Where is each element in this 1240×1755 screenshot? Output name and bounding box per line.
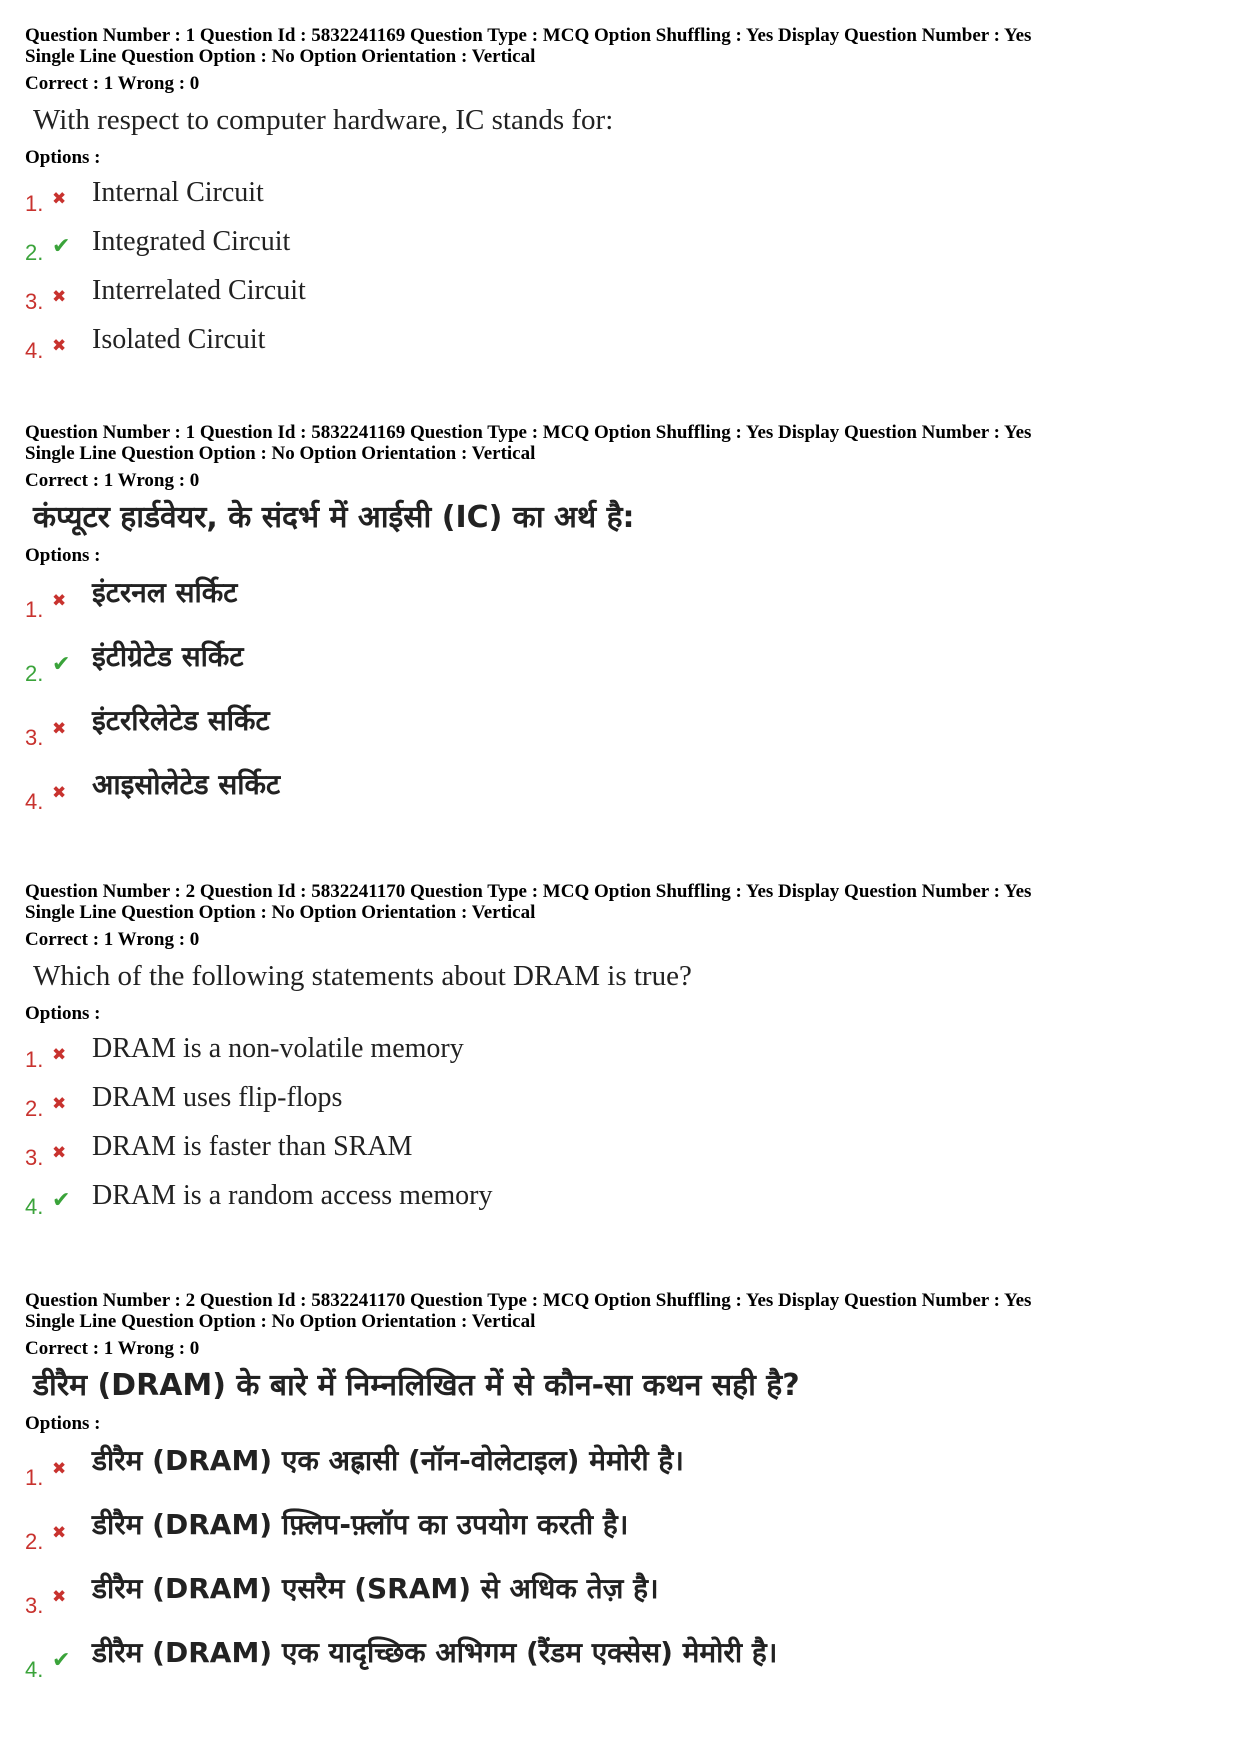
check-icon: ✔ bbox=[52, 652, 71, 677]
options-list bbox=[25, 177, 1220, 373]
option-item bbox=[25, 635, 1220, 699]
check-icon: ✔ bbox=[52, 1648, 71, 1673]
option-number: 4. bbox=[25, 1194, 44, 1219]
question-text: कंप्यूटर हार्डवेयर, के संदर्भ में आईसी (IC) का अर्थ है: bbox=[33, 500, 635, 535]
options-label: Options : bbox=[25, 545, 101, 566]
option-number: 1. bbox=[25, 1047, 44, 1072]
option-text: आइसोलेटेड सर्किट bbox=[92, 768, 281, 801]
option-text: इंटीग्रेटेड सर्किट bbox=[92, 640, 244, 673]
option-number: 4. bbox=[25, 338, 44, 363]
option-item bbox=[25, 177, 1220, 226]
option-item bbox=[25, 1503, 1220, 1567]
option-number: 3. bbox=[25, 289, 44, 314]
question-block bbox=[25, 881, 1220, 1229]
option-text: Integrated Circuit bbox=[92, 226, 291, 257]
check-icon: ✔ bbox=[52, 234, 71, 259]
marks-line: Correct : 1 Wrong : 0 bbox=[25, 470, 200, 491]
question-block bbox=[25, 25, 1220, 373]
options-label: Options : bbox=[25, 147, 101, 168]
option-text: DRAM is a non-volatile memory bbox=[92, 1033, 464, 1064]
option-text: डीरैम (DRAM) एक अह्रासी (नॉन-वोलेटाइल) मेमोरी है। bbox=[92, 1444, 684, 1477]
options-list bbox=[25, 1439, 1220, 1695]
cross-icon: ✖ bbox=[52, 719, 67, 739]
option-number: 1. bbox=[25, 597, 44, 622]
question-text: With respect to computer hardware, IC stands for: bbox=[33, 104, 614, 136]
option-item bbox=[25, 1033, 1220, 1082]
marks-line: Correct : 1 Wrong : 0 bbox=[25, 1338, 200, 1359]
option-item bbox=[25, 1082, 1220, 1131]
question-meta-line: Single Line Question Option : No Option Orientation : Vertical bbox=[25, 1311, 536, 1332]
question-meta-line: Question Number : 1 Question Id : 5832241169 Question Type : MCQ Option Shuffling : Yes Display Question Number : Yes bbox=[25, 25, 1032, 46]
options-label: Options : bbox=[25, 1003, 101, 1024]
cross-icon: ✖ bbox=[52, 1459, 67, 1479]
options-list bbox=[25, 571, 1220, 827]
option-item bbox=[25, 763, 1220, 827]
marks-line: Correct : 1 Wrong : 0 bbox=[25, 929, 200, 950]
cross-icon: ✖ bbox=[52, 591, 67, 611]
option-text: डीरैम (DRAM) एक यादृच्छिक अभिगम (रैंडम एक्सेस) मेमोरी है। bbox=[92, 1636, 778, 1669]
option-item bbox=[25, 571, 1220, 635]
option-text: DRAM is a random access memory bbox=[92, 1180, 493, 1211]
option-number: 2. bbox=[25, 1096, 44, 1121]
cross-icon: ✖ bbox=[52, 336, 67, 356]
option-item bbox=[25, 275, 1220, 324]
option-text: इंटररिलेटेड सर्किट bbox=[92, 704, 270, 737]
option-item bbox=[25, 1180, 1220, 1229]
question-block bbox=[25, 422, 1220, 827]
cross-icon: ✖ bbox=[52, 1587, 67, 1607]
option-item bbox=[25, 699, 1220, 763]
option-text: डीरैम (DRAM) एसरैम (SRAM) से अधिक तेज़ है। bbox=[92, 1572, 659, 1605]
option-number: 4. bbox=[25, 1657, 44, 1682]
option-item bbox=[25, 324, 1220, 373]
marks-line: Correct : 1 Wrong : 0 bbox=[25, 73, 200, 94]
check-icon: ✔ bbox=[52, 1188, 71, 1213]
option-text: Interrelated Circuit bbox=[92, 275, 306, 306]
cross-icon: ✖ bbox=[52, 287, 67, 307]
question-meta-line: Question Number : 1 Question Id : 5832241169 Question Type : MCQ Option Shuffling : Yes Display Question Number : Yes bbox=[25, 422, 1032, 443]
option-number: 1. bbox=[25, 1465, 44, 1490]
question-meta-line: Single Line Question Option : No Option Orientation : Vertical bbox=[25, 46, 536, 67]
cross-icon: ✖ bbox=[52, 1094, 67, 1114]
option-text: इंटरनल सर्किट bbox=[92, 576, 238, 609]
question-meta-line: Single Line Question Option : No Option Orientation : Vertical bbox=[25, 443, 536, 464]
option-number: 3. bbox=[25, 725, 44, 750]
option-text: Internal Circuit bbox=[92, 177, 264, 208]
cross-icon: ✖ bbox=[52, 783, 67, 803]
cross-icon: ✖ bbox=[52, 1143, 67, 1163]
option-text: Isolated Circuit bbox=[92, 324, 266, 355]
question-block bbox=[25, 1290, 1220, 1695]
options-label: Options : bbox=[25, 1413, 101, 1434]
option-item bbox=[25, 1631, 1220, 1695]
option-number: 3. bbox=[25, 1145, 44, 1170]
option-number: 2. bbox=[25, 1529, 44, 1554]
option-number: 1. bbox=[25, 191, 44, 216]
option-item bbox=[25, 1439, 1220, 1503]
question-meta-line: Question Number : 2 Question Id : 5832241170 Question Type : MCQ Option Shuffling : Yes Display Question Number : Yes bbox=[25, 881, 1032, 902]
option-number: 3. bbox=[25, 1593, 44, 1618]
option-number: 4. bbox=[25, 789, 44, 814]
option-text: डीरैम (DRAM) फ़्लिप-फ़्लॉप का उपयोग करती है। bbox=[92, 1508, 629, 1541]
option-item bbox=[25, 226, 1220, 275]
question-meta-line: Single Line Question Option : No Option Orientation : Vertical bbox=[25, 902, 536, 923]
options-list bbox=[25, 1033, 1220, 1229]
question-text: Which of the following statements about DRAM is true? bbox=[33, 960, 692, 992]
question-text: डीरैम (DRAM) के बारे में निम्नलिखित में से कौन-सा कथन सही है? bbox=[33, 1368, 800, 1403]
cross-icon: ✖ bbox=[52, 1045, 67, 1065]
option-text: DRAM uses flip-flops bbox=[92, 1082, 343, 1113]
option-number: 2. bbox=[25, 240, 44, 265]
option-text: DRAM is faster than SRAM bbox=[92, 1131, 413, 1162]
question-meta-line: Question Number : 2 Question Id : 5832241170 Question Type : MCQ Option Shuffling : Yes Display Question Number : Yes bbox=[25, 1290, 1032, 1311]
option-item bbox=[25, 1567, 1220, 1631]
option-item bbox=[25, 1131, 1220, 1180]
cross-icon: ✖ bbox=[52, 1523, 67, 1543]
cross-icon: ✖ bbox=[52, 189, 67, 209]
option-number: 2. bbox=[25, 661, 44, 686]
